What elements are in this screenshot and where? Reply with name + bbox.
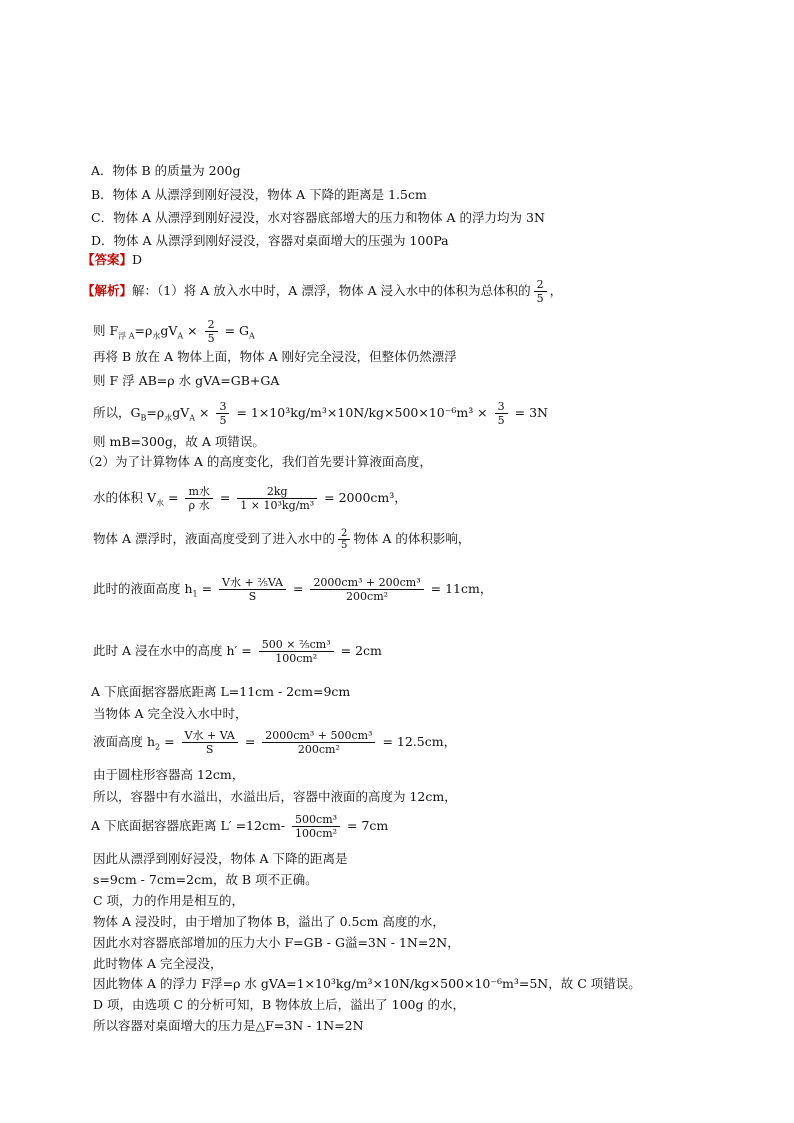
para-8: 所以，容器中有水溢出，水溢出后，容器中液面的高度为 12cm， [93,789,457,804]
para-17: 所以容器对桌面增大的压力是△F=3N - 1N=2N [93,1018,364,1033]
para-12: 物体 A 浸没时，由于增加了物体 B，溢出了 0.5cm 高度的水， [93,914,445,929]
para-10: s=9cm - 7cm=2cm，故 B 项不正确。 [93,872,318,887]
para-1: 再将 B 放在 A 物体上面，物体 A 刚好完全浸没，但整体仍然漂浮 [93,349,457,364]
answer-value: D [132,252,143,267]
equation-4: 水的体积 $V_水$ = $\frac{\text{m水}}{\text{ρ 水}}$ = $\frac{2kg}{\text{1 × 10³kg/m³}}$ = 2000cm³， [93,485,407,512]
answer-line [82,252,142,268]
equation-1: 则 $F_{浮 A}=\rho_水gV_A$ × $\frac{2}{5}$ = $G_A$ [93,318,255,345]
para-4: 物体 A 漂浮时，液面高度受到了进入水中的 $\frac{2}{5}$ 物体 A 的体积影响， [93,528,471,551]
equation-6: 此时 A 浸在水中的高度 h′ = $\frac{\text{500 × ⅖cm³}}{\text{100cm²}}$ = 2cm [93,638,382,665]
option-c: C．物体 A 从漂浮到刚好浸没，水对容器底部增大的压力和物体 A 的浮力均为 3N [91,210,545,225]
analysis-intro: 【解析】解：（1）将 A 放入水中时，A 漂浮，物体 A 浸入水中的体积为总体积的 $\frac{2}{5}$ ， [82,278,563,305]
para-11: C 项，力的作用是相互的， [93,893,245,908]
para-13: 因此水对容器底部增加的压力大小 F=GB - G溢=3N - 1N=2N， [93,935,460,950]
para-7: 由于圆柱形容器高 12cm， [93,767,245,782]
equation-7: 液面高度 $h_2$ = $\frac{\text{V水 + VA}}{S}$ = $\frac{\text{2000cm³ + 500cm³}}{\text{200cm²}}$ = 12.5cm， [93,729,457,756]
para-2: 则 mB=300g，故 A 项错误。 [93,434,265,449]
analysis-label: 【解析】 [82,283,133,298]
equation-2: 则 F 浮 AB=ρ 水 gVA=GB+GA [93,373,280,388]
para-6: 当物体 A 完全没入水中时， [93,706,248,721]
para-15: 因此物体 A 的浮力 F浮=ρ 水 gVA=1×10³kg/m³×10N/kg×500×10⁻⁶m³=5N，故 C 项错误。 [93,976,641,991]
para-5: A 下底面据容器底距离 L=11cm - 2cm=9cm [91,684,351,699]
equation-8: A 下底面据容器底距离 L′ =12cm- $\frac{\text{500cm³}}{\text{100cm²}}$ = 7cm [91,813,389,840]
para-9: 因此从漂浮到刚好浸没，物体 A 下降的距离是 [93,851,348,866]
intro-text: 解：（1）将 A 放入水中时，A 漂浮，物体 A 浸入水中的体积为总体积的 [132,283,531,298]
option-d: D．物体 A 从漂浮到刚好浸没，容器对桌面增大的压强为 100Pa [91,233,449,248]
answer-label: 【答案】 [82,252,133,267]
para-14: 此时物体 A 完全浸没， [93,956,223,971]
para-3: （2）为了计算物体 A 的高度变化，我们首先要计算液面高度， [82,454,432,469]
option-a: A．物体 B 的质量为 200g [91,163,241,178]
equation-3: 所以，$G_B=\rho_水gV_A$ × $\frac{3}{5}$ = 1×10³kg/m³×10N/kg×500×10⁻⁶m³ × $\frac{3}{5}$ = 3N [93,400,548,427]
para-16: D 项，由选项 C 的分析可知，B 物体放上后，溢出了 100g 的水， [93,997,465,1012]
fraction: $\frac{2}{5}$ [534,278,547,305]
equation-5: 此时的液面高度 $h_1$ = $\frac{\text{V水 + ⅖VA}}{S}$ = $\frac{\text{2000cm³ + 200cm³}}{\text{200cm²}}$ = 11cm， [93,576,493,603]
option-b: B．物体 A 从漂浮到刚好浸没，物体 A 下降的距离是 1.5cm [91,187,427,202]
